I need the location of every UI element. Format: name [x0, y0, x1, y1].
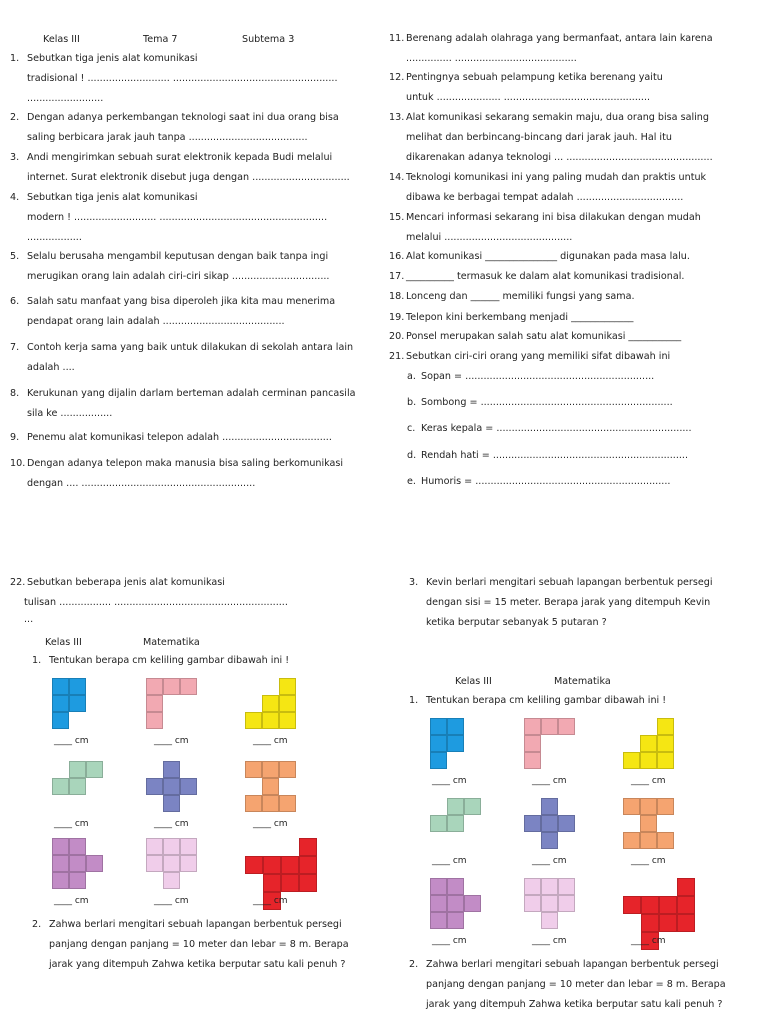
shape-cell	[180, 855, 197, 872]
question-line: Andi mengirimkan sebuah surat elektronik kepada Budi melalui	[27, 152, 333, 163]
shape-cell	[447, 878, 464, 895]
shape-cell	[52, 678, 69, 695]
question-line: Pentingnya sebuah pelampung ketika berenang yaitu	[406, 72, 663, 83]
question-line: jarak yang ditempuh Zahwa ketika berputar satu kali penuh ?	[49, 959, 346, 970]
shape-cell	[541, 815, 558, 832]
shape-cell	[281, 856, 299, 874]
question-number: 3.	[10, 152, 20, 163]
question-line: dikarenakan adanya teknologi ... ................................................	[406, 152, 713, 163]
question-line: dengan .... .........................................................	[27, 478, 256, 489]
question-line: Dengan adanya telepon maka manusia bisa saling berkomunikasi	[27, 458, 344, 469]
shape-cell	[640, 815, 657, 832]
trait-letter: d.	[407, 450, 417, 461]
trait-item	[407, 446, 688, 466]
shape-cell	[657, 718, 674, 735]
shape-cell	[279, 712, 296, 729]
header-tema: Tema 7	[143, 34, 178, 45]
shape-cell	[180, 838, 197, 855]
shape-cell	[659, 914, 677, 932]
cm-answer-label: ____ cm	[631, 856, 666, 866]
question-18	[389, 287, 635, 307]
question-number: 4.	[10, 192, 20, 203]
shape-cell	[146, 678, 163, 695]
question-line: ............... ........................................	[406, 53, 577, 64]
question-line: melihat dan berbincang-bincang dari jarak jauh. Hal itu	[406, 132, 672, 143]
question-line: .........................	[27, 93, 104, 104]
shape-cell	[263, 856, 281, 874]
shape-cell	[447, 895, 464, 912]
trait-letter: c.	[407, 423, 416, 434]
question-22	[10, 573, 288, 627]
shape-cell	[541, 912, 558, 929]
shape-cell	[69, 695, 86, 712]
question-line: ...	[24, 614, 34, 625]
shape-cell	[641, 914, 659, 932]
cm-answer-label: ____ cm	[253, 896, 288, 906]
cm-answer-label: ____ cm	[154, 896, 189, 906]
shape-cell	[262, 761, 279, 778]
shape-cell	[640, 752, 657, 769]
question-line: Penemu alat komunikasi telepon adalah ....................................	[27, 432, 332, 443]
question-line: Contoh kerja sama yang baik untuk dilakukan di sekolah antara lain	[27, 342, 354, 353]
shape-cell	[69, 855, 86, 872]
shape-cell	[245, 761, 262, 778]
question-13	[389, 108, 713, 168]
question-line: Teknologi komunikasi ini yang paling mudah dan praktis untuk	[406, 172, 707, 183]
question-number: 14.	[389, 172, 405, 183]
math-header-kelas: Kelas III	[455, 676, 492, 687]
question-line: Zahwa berlari mengitari sebuah lapangan berbentuk persegi	[426, 959, 719, 970]
question-line: Mencari informasi sekarang ini bisa dilakukan dengan mudah	[406, 212, 701, 223]
shape-cell	[641, 896, 659, 914]
trait-letter: a.	[407, 371, 416, 382]
cm-answer-label: ____ cm	[154, 819, 189, 829]
shape-cell	[180, 678, 197, 695]
shape-cell	[524, 815, 541, 832]
question-line: pendapat orang lain adalah ........................................	[27, 316, 285, 327]
shape-cell	[524, 878, 541, 895]
shape-cell	[69, 838, 86, 855]
question-14	[389, 168, 706, 208]
question-number: 11.	[389, 33, 405, 44]
question-6	[10, 292, 335, 332]
trait-text: Humoris = ................................................................	[421, 476, 671, 487]
shape-cell	[623, 832, 640, 849]
question-line: Telepon kini berkembang menjadi _____________	[406, 312, 634, 323]
question-21	[389, 347, 670, 367]
question-number: 15.	[389, 212, 405, 223]
trait-item	[407, 393, 673, 413]
shape-cell	[677, 878, 695, 896]
shape-cell	[146, 778, 163, 795]
cm-answer-label: ____ cm	[253, 736, 288, 746]
shape-cell	[69, 761, 86, 778]
question-line: Sebutkan tiga jenis alat komunikasi	[27, 53, 198, 64]
question-line: Salah satu manfaat yang bisa diperoleh jika kita mau menerima	[27, 296, 336, 307]
shape-cell	[245, 856, 263, 874]
question-line: internet. Surat elektronik disebut juga dengan ................................	[27, 172, 350, 183]
question-line: modern ! ........................... .......................................................	[27, 212, 328, 223]
shape-cell	[677, 914, 695, 932]
shape-cell	[464, 798, 481, 815]
question-number: 2.	[10, 112, 20, 123]
shape-cell	[279, 678, 296, 695]
shape-cell	[262, 795, 279, 812]
question-10	[10, 454, 343, 494]
shape-cell	[541, 718, 558, 735]
shape-cell	[163, 761, 180, 778]
cm-answer-label: ____ cm	[532, 936, 567, 946]
question-number: 5.	[10, 251, 20, 262]
question-8	[10, 384, 356, 424]
cm-answer-label: ____ cm	[54, 736, 89, 746]
question-9	[10, 428, 332, 448]
shape-cell	[245, 795, 262, 812]
question-line: Selalu berusaha mengambil keputusan dengan baik tanpa ingi	[27, 251, 329, 262]
question-line: Alat komunikasi _______________ digunakan pada masa lalu.	[406, 251, 690, 262]
shape-cell	[657, 752, 674, 769]
shape-cell	[163, 795, 180, 812]
question-number: 19.	[389, 312, 405, 323]
shape-cell	[558, 815, 575, 832]
question-20	[389, 327, 681, 347]
trait-text: Sopan = ..............................................................	[421, 371, 655, 382]
shape-cell	[163, 678, 180, 695]
shape-cell	[52, 855, 69, 872]
question-line: adalah ....	[27, 362, 75, 373]
question-7	[10, 338, 353, 378]
math-header-kelas: Kelas III	[45, 637, 82, 648]
shape-cell	[262, 695, 279, 712]
question-5	[10, 247, 329, 287]
question-line: Tentukan berapa cm keliling gambar dibawah ini !	[426, 695, 667, 706]
question-1	[10, 49, 338, 109]
shape-cell	[52, 838, 69, 855]
question-line: Sebutkan beberapa jenis alat komunikasi	[27, 577, 225, 588]
question-number: 1.	[32, 655, 42, 666]
shape-cell	[541, 895, 558, 912]
math-header-subject: Matematika	[143, 637, 200, 648]
question-number: 1.	[409, 695, 419, 706]
shape-cell	[262, 712, 279, 729]
question-line: Kevin berlari mengitari sebuah lapangan berbentuk persegi	[426, 577, 713, 588]
question-line: melalui ..........................................	[406, 232, 573, 243]
question-number: 3.	[409, 577, 419, 588]
trait-text: Sombong = ...............................................................	[421, 397, 673, 408]
shape-cell	[262, 778, 279, 795]
shape-cell	[299, 856, 317, 874]
question-4	[10, 188, 327, 248]
question-number: 17.	[389, 271, 405, 282]
shape-cell	[52, 695, 69, 712]
question-line: Ponsel merupakan salah satu alat komunikasi ___________	[406, 331, 682, 342]
question-16	[389, 247, 690, 267]
trait-text: Rendah hati = ................................................................	[421, 450, 689, 461]
shape-cell	[524, 718, 541, 735]
trait-text: Keras kepala = ................................................................	[421, 423, 692, 434]
question-line: ..................	[27, 232, 82, 243]
question-line: Alat komunikasi sekarang semakin maju, dua orang bisa saling	[406, 112, 709, 123]
shape-cell	[657, 735, 674, 752]
shape-cell	[623, 752, 640, 769]
question-line: dibawa ke berbagai tempat adalah ...................................	[406, 192, 684, 203]
question-number: 2.	[32, 919, 42, 930]
question-line: __________ termasuk ke dalam alat komunikasi tradisional.	[406, 271, 685, 282]
shape-cell	[558, 718, 575, 735]
question-number: 1.	[10, 53, 20, 64]
shape-cell	[146, 695, 163, 712]
shape-cell	[281, 874, 299, 892]
cm-answer-label: ____ cm	[532, 856, 567, 866]
shape-cell	[558, 878, 575, 895]
shape-cell	[677, 896, 695, 914]
header-subtema: Subtema 3	[242, 34, 295, 45]
trait-letter: e.	[407, 476, 416, 487]
shape-cell	[299, 874, 317, 892]
shape-cell	[640, 735, 657, 752]
shape-cell	[464, 895, 481, 912]
cm-answer-label: ____ cm	[54, 819, 89, 829]
question-19	[389, 308, 633, 328]
question-12	[389, 68, 663, 108]
shape-cell	[163, 855, 180, 872]
question-line: Zahwa berlari mengitari sebuah lapangan berbentuk persegi	[49, 919, 342, 930]
question-line: panjang dengan panjang = 10 meter dan lebar = 8 m. Berapa	[49, 939, 349, 950]
shape-cell	[263, 874, 281, 892]
header-kelas: Kelas III	[43, 34, 80, 45]
shape-cell	[279, 795, 296, 812]
shape-cell	[146, 712, 163, 729]
cm-answer-label: ____ cm	[432, 776, 467, 786]
question-17	[389, 267, 684, 287]
math-header-subject: Matematika	[554, 676, 611, 687]
shape-cell	[430, 912, 447, 929]
question-line: Kerukunan yang dijalin darlam berteman adalah cerminan pancasila	[27, 388, 356, 399]
shape-cell	[558, 895, 575, 912]
question-number: 13.	[389, 112, 405, 123]
cm-answer-label: ____ cm	[631, 776, 666, 786]
shape-cell	[430, 815, 447, 832]
trait-item	[407, 367, 654, 387]
shape-cell	[69, 778, 86, 795]
trait-item	[407, 419, 692, 439]
question-number: 10.	[10, 458, 26, 469]
shape-cell	[86, 855, 103, 872]
shape-cell	[447, 735, 464, 752]
shape-cell	[430, 735, 447, 752]
question-line: ketika berputar sebanyak 5 putaran ?	[426, 617, 607, 628]
question-line: Berenang adalah olahraga yang bermanfaat, antara lain karena	[406, 33, 713, 44]
question-3	[10, 148, 350, 188]
shape-cell	[447, 815, 464, 832]
question-line: panjang dengan panjang = 10 meter dan lebar = 8 m. Berapa	[426, 979, 726, 990]
shape-cell	[447, 718, 464, 735]
shape-cell	[163, 838, 180, 855]
question-line: Sebutkan ciri-ciri orang yang memiliki sifat dibawah ini	[406, 351, 671, 362]
shape-cell	[524, 735, 541, 752]
shape-cell	[640, 798, 657, 815]
question-15	[389, 208, 701, 248]
shape-cell	[52, 872, 69, 889]
shape-cell	[163, 778, 180, 795]
question-line: Lonceng dan ______ memiliki fungsi yang sama.	[406, 291, 635, 302]
shape-cell	[86, 761, 103, 778]
shape-cell	[69, 872, 86, 889]
shape-cell	[180, 778, 197, 795]
trait-letter: b.	[407, 397, 417, 408]
question-line: Dengan adanya perkembangan teknologi saat ini dua orang bisa	[27, 112, 339, 123]
cm-answer-label: ____ cm	[253, 819, 288, 829]
shape-cell	[657, 832, 674, 849]
cm-answer-label: ____ cm	[532, 776, 567, 786]
shape-cell	[52, 712, 69, 729]
shape-cell	[430, 752, 447, 769]
shape-cell	[541, 878, 558, 895]
cm-answer-label: ____ cm	[432, 936, 467, 946]
shape-cell	[524, 752, 541, 769]
cm-answer-label: ____ cm	[631, 936, 666, 946]
question-line: tradisional ! ........................... ......................................................	[27, 73, 338, 84]
shape-cell	[657, 798, 674, 815]
question-number: 22.	[10, 577, 26, 588]
question-number: 18.	[389, 291, 405, 302]
question-line: dengan sisi = 15 meter. Berapa jarak yang ditempuh Kevin	[426, 597, 711, 608]
question-line: jarak yang ditempuh Zahwa ketika berputar satu kali penuh ?	[426, 999, 723, 1010]
question-number: 21.	[389, 351, 405, 362]
shape-cell	[541, 798, 558, 815]
question-line: Tentukan berapa cm keliling gambar dibawah ini !	[49, 655, 290, 666]
question-number: 12.	[389, 72, 405, 83]
shape-cell	[524, 895, 541, 912]
question-number: 16.	[389, 251, 405, 262]
shape-cell	[447, 912, 464, 929]
math-question-2	[409, 955, 726, 1015]
cm-answer-label: ____ cm	[432, 856, 467, 866]
math-question-1	[409, 691, 666, 711]
shape-cell	[659, 896, 677, 914]
shape-cell	[541, 832, 558, 849]
question-line: tulisan ................. .........................................................	[24, 597, 288, 608]
shape-cell	[245, 712, 262, 729]
question-number: 6.	[10, 296, 20, 307]
cm-answer-label: ____ cm	[54, 896, 89, 906]
question-11	[389, 29, 713, 69]
question-number: 9.	[10, 432, 20, 443]
shape-cell	[146, 838, 163, 855]
cm-answer-label: ____ cm	[154, 736, 189, 746]
shape-cell	[279, 695, 296, 712]
math-question-2	[32, 915, 349, 975]
shape-cell	[430, 895, 447, 912]
question-number: 8.	[10, 388, 20, 399]
math-question-1	[32, 651, 289, 671]
trait-item	[407, 472, 670, 492]
shape-cell	[430, 878, 447, 895]
shape-cell	[623, 896, 641, 914]
question-2	[10, 108, 339, 148]
question-line: saling berbicara jarak jauh tanpa .......................................	[27, 132, 308, 143]
shape-cell	[447, 798, 464, 815]
shape-cell	[146, 855, 163, 872]
shape-cell	[279, 761, 296, 778]
question-number: 20.	[389, 331, 405, 342]
question-number: 2.	[409, 959, 419, 970]
shape-cell	[52, 778, 69, 795]
question-line: untuk ..................... ................................................	[406, 92, 651, 103]
shape-cell	[640, 832, 657, 849]
shape-cell	[69, 678, 86, 695]
shape-cell	[299, 838, 317, 856]
question-line: sila ke .................	[27, 408, 113, 419]
question-line: merugikan orang lain adalah ciri-ciri sikap ................................	[27, 271, 330, 282]
shape-cell	[623, 798, 640, 815]
shape-cell	[430, 718, 447, 735]
math-question-3	[409, 573, 713, 633]
question-number: 7.	[10, 342, 20, 353]
question-line: Sebutkan tiga jenis alat komunikasi	[27, 192, 198, 203]
shape-cell	[163, 872, 180, 889]
